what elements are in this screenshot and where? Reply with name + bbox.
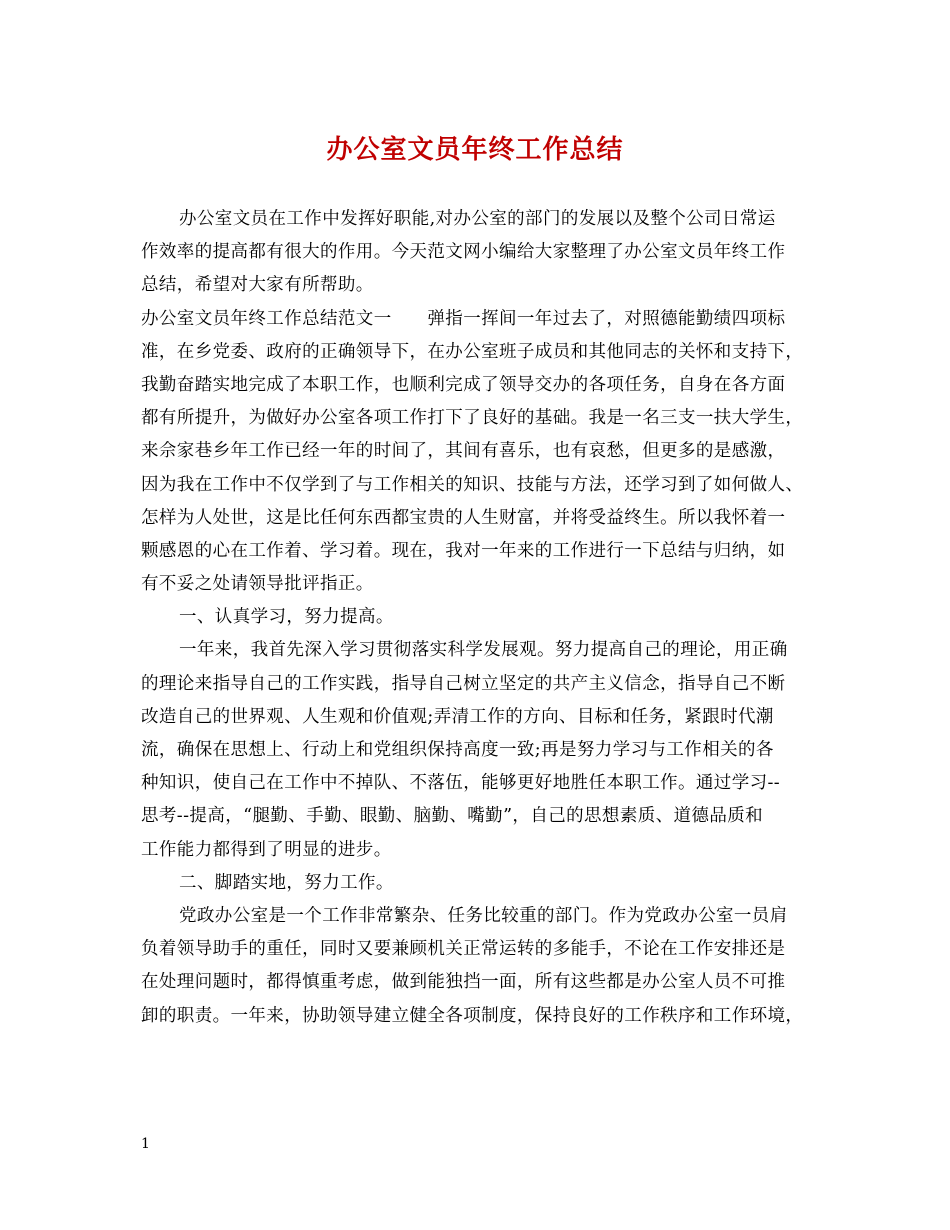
page-number: 1 xyxy=(141,1136,150,1152)
text-line: 都有所提升，为做好办公室各项工作打下了良好的基础。我是一名三支一扶大学生， xyxy=(141,408,804,429)
text-line: 总结，希望对大家有所帮助。 xyxy=(141,275,374,296)
text-line: 来佘家巷乡年工作已经一年的时间了，其间有喜乐，也有哀愁，但更多的是感激， xyxy=(141,441,786,462)
document-body xyxy=(141,203,821,1033)
text-line: 作效率的提高都有很大的作用。今天范文网小编给大家整理了办公室文员年终工作 xyxy=(141,242,786,263)
text-line: 准，在乡党委、政府的正确领导下，在办公室班子成员和其他同志的关怀和支持下， xyxy=(141,341,804,362)
text-line: 我勤奋踏实地完成了本职工作，也顺利完成了领导交办的各项任务，自身在各方面 xyxy=(141,374,786,395)
text-line: 一年来，我首先深入学习贯彻落实科学发展观。努力提高自己的理论，用正确 xyxy=(179,640,788,661)
text-line: 改造自己的世界观、人生观和价值观;弄清工作的方向、目标和任务，紧跟时代潮 xyxy=(141,706,774,727)
text-line: 一、认真学习，努力提高。 xyxy=(179,607,394,628)
text-line: 二、脚踏实地，努力工作。 xyxy=(179,872,394,893)
text-line: 卸的职责。一年来，协助领导建立健全各项制度，保持良好的工作秩序和工作环境， xyxy=(141,1005,804,1026)
text-line: 流，确保在思想上、行动上和党组织保持高度一致;再是努力学习与工作相关的各 xyxy=(141,740,774,760)
text-line: 怎样为人处世，这是比任何东西都宝贵的人生财富，并将受益终生。所以我怀着一 xyxy=(141,507,786,528)
text-line: 因为我在工作中不仅学到了与工作相关的知识、技能与方法，还学习到了如何做人、 xyxy=(141,474,804,495)
text-line: 种知识，使自己在工作中不掉队、不落伍，能够更好地胜任本职工作。通过学习-- xyxy=(141,773,781,794)
text-line: 办公室文员年终工作总结范文一 弹指一挥间一年过去了，对照德能勤绩四项标 xyxy=(141,308,786,329)
document-title: 办公室文员年终工作总结 xyxy=(326,135,624,165)
text-line: 在处理问题时，都得慎重考虑，做到能独挡一面，所有这些都是办公室人员不可推 xyxy=(141,972,786,993)
text-line: 颗感恩的心在工作着、学习着。现在，我对一年来的工作进行一下总结与归纳，如 xyxy=(141,540,786,561)
text-line: 有不妥之处请领导批评指正。 xyxy=(141,574,374,595)
text-line: 工作能力都得到了明显的进步。 xyxy=(141,839,392,860)
text-line: 的理论来指导自己的工作实践，指导自己树立坚定的共产主义信念，指导自己不断 xyxy=(141,673,786,694)
text-line: 思考--提高，“腿勤、手勤、眼勤、脑勤、嘴勤”，自己的思想素质、道德品质和 xyxy=(141,806,764,827)
text-line: 党政办公室是一个工作非常繁杂、任务比较重的部门。作为党政办公室一员肩 xyxy=(179,905,788,926)
text-line: 办公室文员在工作中发挥好职能,对办公室的部门的发展以及整个公司日常运 xyxy=(179,209,776,229)
text-line: 负着领导助手的重任，同时又要兼顾机关正常运转的多能手，不论在工作安排还是 xyxy=(141,939,786,960)
